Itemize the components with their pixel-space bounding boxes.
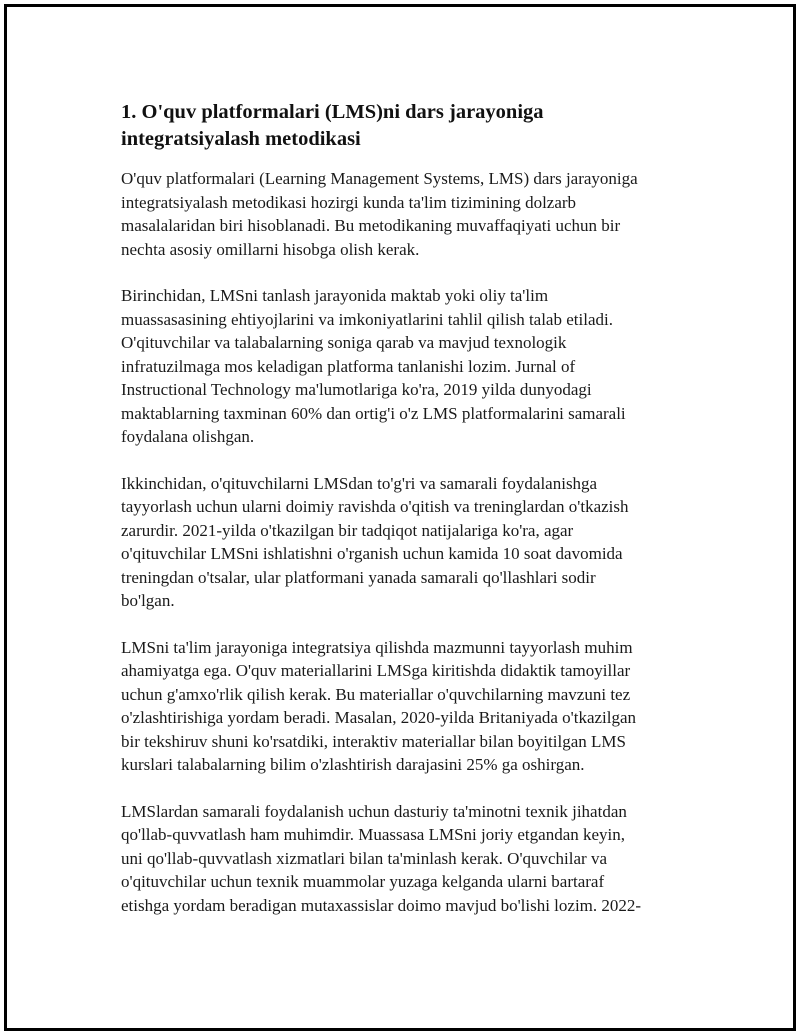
paragraph-1: O'quv platformalari (Learning Management Systems, LMS) dars jarayoniga integratsiyalash metodikasi hozirgi kunda ta'lim tizimining dolzarb masalalaridan biri hisoblanadi. Bu metodikaning muvaffaqiyati uchun bir nechta asosiy omillarni hisobga olish kerak. [121,169,638,259]
paragraph-2: Birinchidan, LMSni tanlash jarayonida maktab yoki oliy ta'lim muassasasining ehtiyojlarini va imkoniyatlarini tahlil qilish talab etiladi. O'qituvchilar va talabalarning soniga qarab va mavjud texnologik infratuzilmaga mos keladigan platforma tanlanishi lozim. Jurnal of Instructional Technology ma'lumotlariga ko'ra, 2019 yilda dunyodagi maktablarning taxminan 60% dan ortig'i o'z LMS platformalarini samarali foydalana olishgan. [121,286,626,446]
section-title: 1. O'quv platformalari (LMS)ni dars jarayoniga integratsiyalash metodikasi [121,101,544,150]
paragraph-3: Ikkinchidan, o'qituvchilarni LMSdan to'g'ri va samarali foydalanishga tayyorlash uchun ularni doimiy ravishda o'qitish va treninglardan o'tkazish zarurdir. 2021-yilda o'tkazilgan bir tadqiqot natijalariga ko'ra, agar o'qituvchilar LMSni ishlatishni o'rganish uchun kamida 10 soat davomida treningdan o'tsalar, ular platformani yanada samarali qo'llashlari sodir bo'lgan. [121,473,629,610]
document-page [4,4,796,1031]
document-content [121,99,691,940]
paragraph-4: LMSni ta'lim jarayoniga integratsiya qilishda mazmunni tayyorlash muhim ahamiyatga ega. O'quv materiallarini LMSga kiritishda didaktik tamoyillar uchun g'amxo'rlik qilish kerak. Bu materiallar o'quvchilarning mavzuni tez o'zlashtirishiga yordam beradi. Masalan, 2020-yilda Britaniyada o'tkazilgan bir tekshiruv shuni ko'rsatdiki, interaktiv materiallar bilan boyitilgan LMS kurslari talabalarning bilim o'zlashtirish darajasini 25% ga oshirgan. [121,637,637,774]
paragraph-5: LMSlardan samarali foydalanish uchun dasturiy ta'minotni texnik jihatdan qo'llab-quvvatlash ham muhimdir. Muassasa LMSni joriy etgandan keyin, uni qo'llab-quvvatlash xizmatlari bilan ta'minlash kerak. O'quvchilar va o'qituvchilar uchun texnik muammolar yuzaga kelganda ularni bartaraf etishga yordam beradigan mutaxassislar doimo mavjud bo'lishi lozim. 2022- [121,801,642,915]
